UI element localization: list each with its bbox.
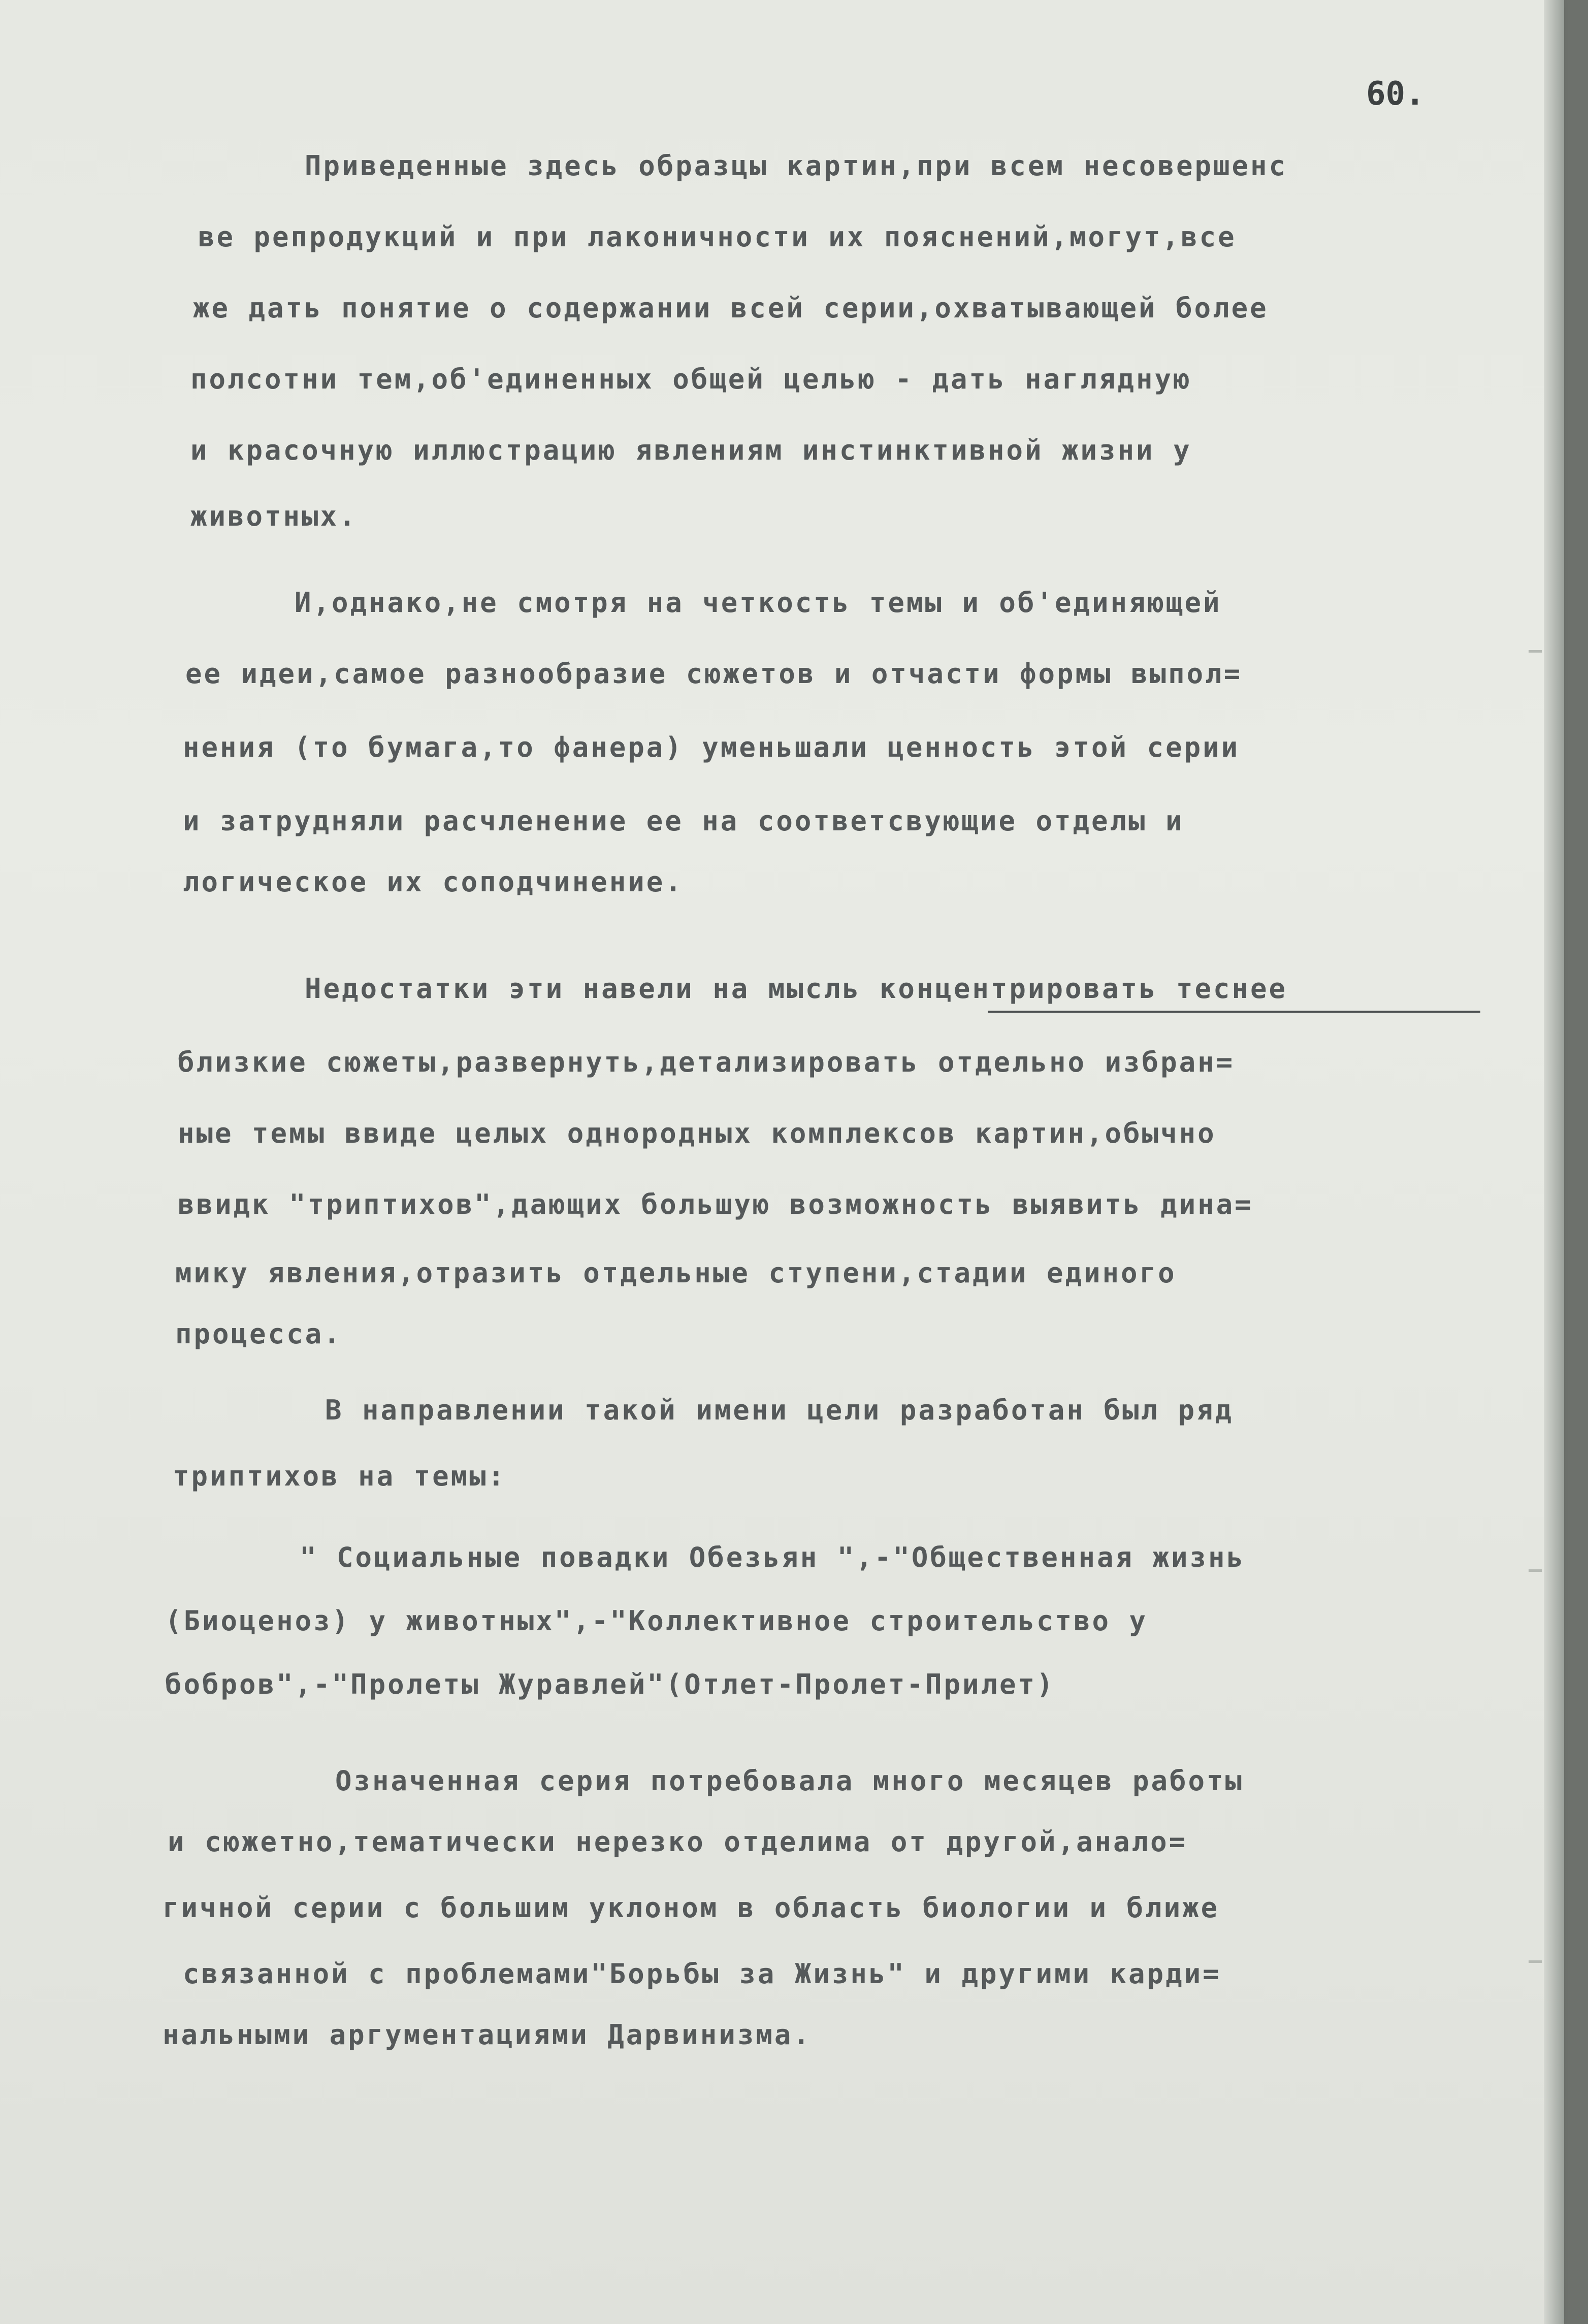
- text-line: ввидк "триптихов",дающих большую возможность выявить дина=: [178, 1188, 1253, 1220]
- text-line: и сюжетно,тематически нерезко отделима от другой,анало=: [168, 1826, 1188, 1858]
- text-line: и затрудняли расчленение ее на соответсвующие отделы и: [183, 805, 1184, 837]
- text-line: животных.: [190, 500, 358, 532]
- text-line: Недостатки эти навели на мысль концентрировать теснее: [305, 973, 1288, 1005]
- text-line: триптихов на темы:: [173, 1460, 507, 1492]
- text-line: близкие сюжеты,развернуть,детализировать отдельно избран=: [178, 1046, 1235, 1078]
- text-line: связанной с проблемами"Борьбы за Жизнь" и другими карди=: [183, 1958, 1221, 1990]
- text-line: полсотни тем,об'единенных общей целью - дать наглядную: [190, 363, 1192, 395]
- text-line: ные темы ввиде целых однородных комплексов картин,обычно: [178, 1117, 1216, 1149]
- text-line: нальными аргументациями Дарвинизма.: [163, 2019, 812, 2051]
- text-line: " Социальные повадки Обезьян ",-"Общественная жизнь: [300, 1541, 1246, 1573]
- text-line: В направлении такой имени цели разработан был ряд: [325, 1394, 1234, 1426]
- text-line: и красочную иллюстрацию явлениям инстинктивной жизни у: [190, 434, 1192, 466]
- text-line: И,однако,не смотря на четкость темы и об'единяющей: [295, 587, 1222, 619]
- text-line: (Биоценоз) у животных",-"Коллективное строительство у: [165, 1605, 1148, 1637]
- margin-mark: [1529, 650, 1542, 653]
- page-number: 60.: [1366, 75, 1425, 113]
- text-line: ее идеи,самое разнообразие сюжетов и отчасти формы выпол=: [185, 658, 1243, 690]
- margin-mark: [1529, 1569, 1542, 1572]
- text-line: Приведенные здесь образцы картин,при всем несовершенс: [305, 150, 1288, 182]
- text-line: гичной серии с большим уклоном в область биологии и ближе: [163, 1892, 1220, 1924]
- text-line: же дать понятие о содержании всей серии,охватывающей более: [193, 292, 1269, 324]
- margin-mark: [1529, 1960, 1542, 1963]
- text-line: Означенная серия потребовала много месяцев работы: [335, 1765, 1244, 1797]
- text-line: логическое их соподчинение.: [183, 866, 684, 898]
- emphasis-underline: [988, 1011, 1480, 1013]
- text-line: ве репродукций и при лаконичности их пояснений,могут,все: [198, 221, 1237, 253]
- text-line: мику явления,отразить отдельные ступени,стадии единого: [175, 1257, 1177, 1289]
- page-edge: [1544, 0, 1564, 2324]
- text-line: нения (то бумага,то фанера) уменьшали ценность этой серии: [183, 731, 1240, 763]
- text-line: бобров",-"Пролеты Журавлей"(Отлет-Пролет-Прилет): [165, 1668, 1055, 1700]
- text-line: процесса.: [175, 1318, 342, 1350]
